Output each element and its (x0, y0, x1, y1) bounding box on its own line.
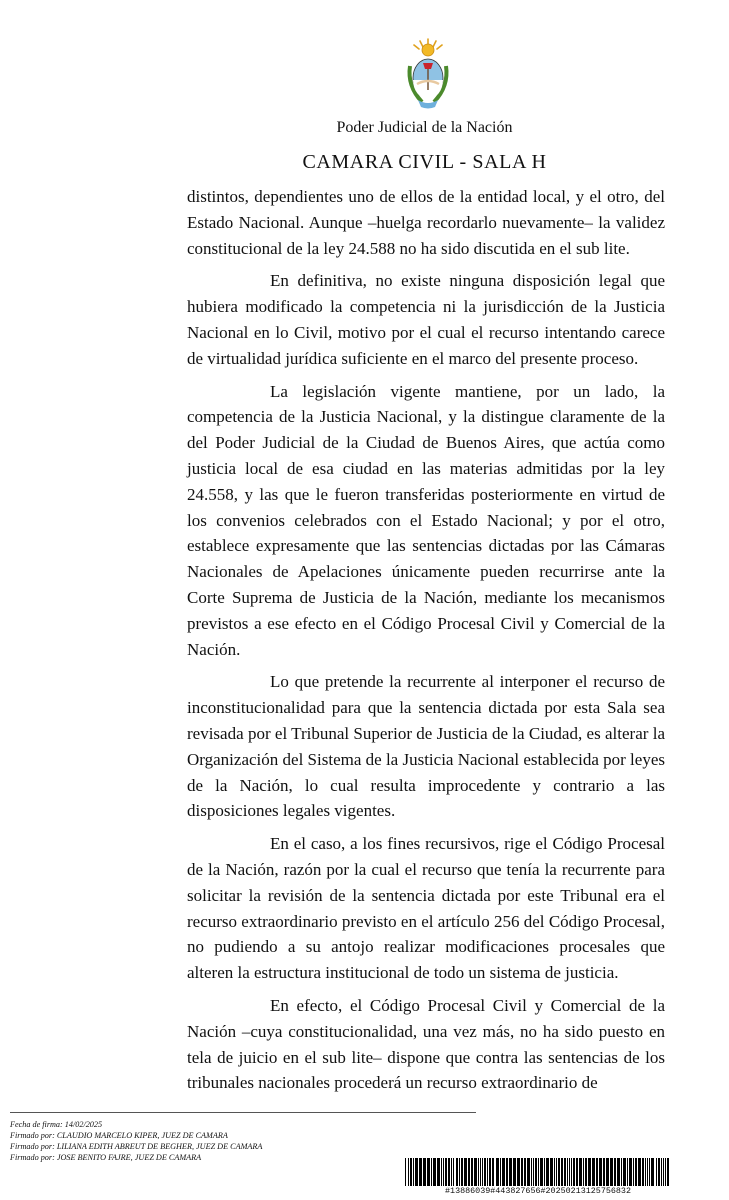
signer-line: Firmado por: CLAUDIO MARCELO KIPER, JUEZ DE CAMARA (10, 1131, 228, 1140)
footer-divider (10, 1112, 476, 1113)
signer-line: Firmado por: LILIANA EDITH ABREUT DE BEGHER, JUEZ DE CAMARA (10, 1142, 263, 1151)
argentine-coat-of-arms-icon (404, 36, 452, 112)
paragraph: La legislación vigente mantiene, por un lado, la competencia de la Justicia Nacional, y la distingue claramente de la del Poder Judicial de la Ciudad de Buenos Aires, que actúa como justicia local de esa ciudad en las materias admitidas por la ley 24.558, y las que le fueron transferidas posteriormente en virtud de los convenios celebrados con el Estado Nacional; y por el otro, establece expresamente que las sentencias dictadas por las Cámaras Nacionales de Apelaciones únicamente pueden recurrirse ante la Corte Suprema de Justicia de la Nación, mediante los mecanismos previstos a ese efecto en el Código Procesal Civil y Comercial de la Nación. (187, 381, 665, 659)
paragraph: En definitiva, no existe ninguna disposición legal que hubiera modificado la competencia ni la jurisdicción de la Justicia Nacional en lo Civil, motivo por el cual el recurso intentando carece de virtualidad jurídica suficiente en el marco del presente proceso. (187, 271, 665, 368)
barcode-number: #13886039#443827656#20250213125756832 (445, 1186, 631, 1196)
signer-line: Firmado por: JOSE BENITO FAJRE, JUEZ DE CAMARA (10, 1153, 202, 1162)
paragraph: En efecto, el Código Procesal Civil y Comercial de la Nación –cuya constitucionalidad, una vez más, no ha sido puesto en tela de juicio en el sub lite– dispone que contra las sentencias de los tribunales nacionales procederá un recurso extraordinario de (187, 995, 665, 1093)
signature-date: Fecha de firma: 14/02/2025 (10, 1120, 103, 1129)
paragraph: En el caso, a los fines recursivos, rige el Código Procesal de la Nación, razón por la cual el recurso que tenía la recurrente para solicitar la revisión de la sentencia dictada por este Tribunal era el recurso extraordinario previsto en el artículo 256 del Código Procesal, no pudiendo a su antojo realizar modificaciones procesales que alteren la estructura institucional de todo un sistema de justicia. (187, 834, 665, 983)
barcode-icon (405, 1158, 671, 1186)
document-body (187, 184, 665, 1103)
institution-name: Poder Judicial de la Nación (336, 119, 513, 136)
paragraph: distintos, dependientes uno de ellos de la entidad local, y el otro, del Estado Nacional. Aunque –huelga recordarlo nuevamente– la validez constitucional de la ley 24.588 no ha sido discutida en el sub lite. (187, 187, 665, 258)
chamber-name: CAMARA CIVIL - SALA H (302, 151, 547, 173)
paragraph: Lo que pretende la recurrente al interponer el recurso de inconstitucionalidad para que la sentencia dictada por esta Sala sea revisada por el Tribunal Superior de Justicia de la Ciudad, es alterar la Organización del Sistema de la Justicia Nacional establecida por leyes de la Nación, lo cual resulta improcedente y contrario a las disposiciones legales vigentes. (187, 672, 665, 821)
signature-block (10, 1119, 262, 1163)
